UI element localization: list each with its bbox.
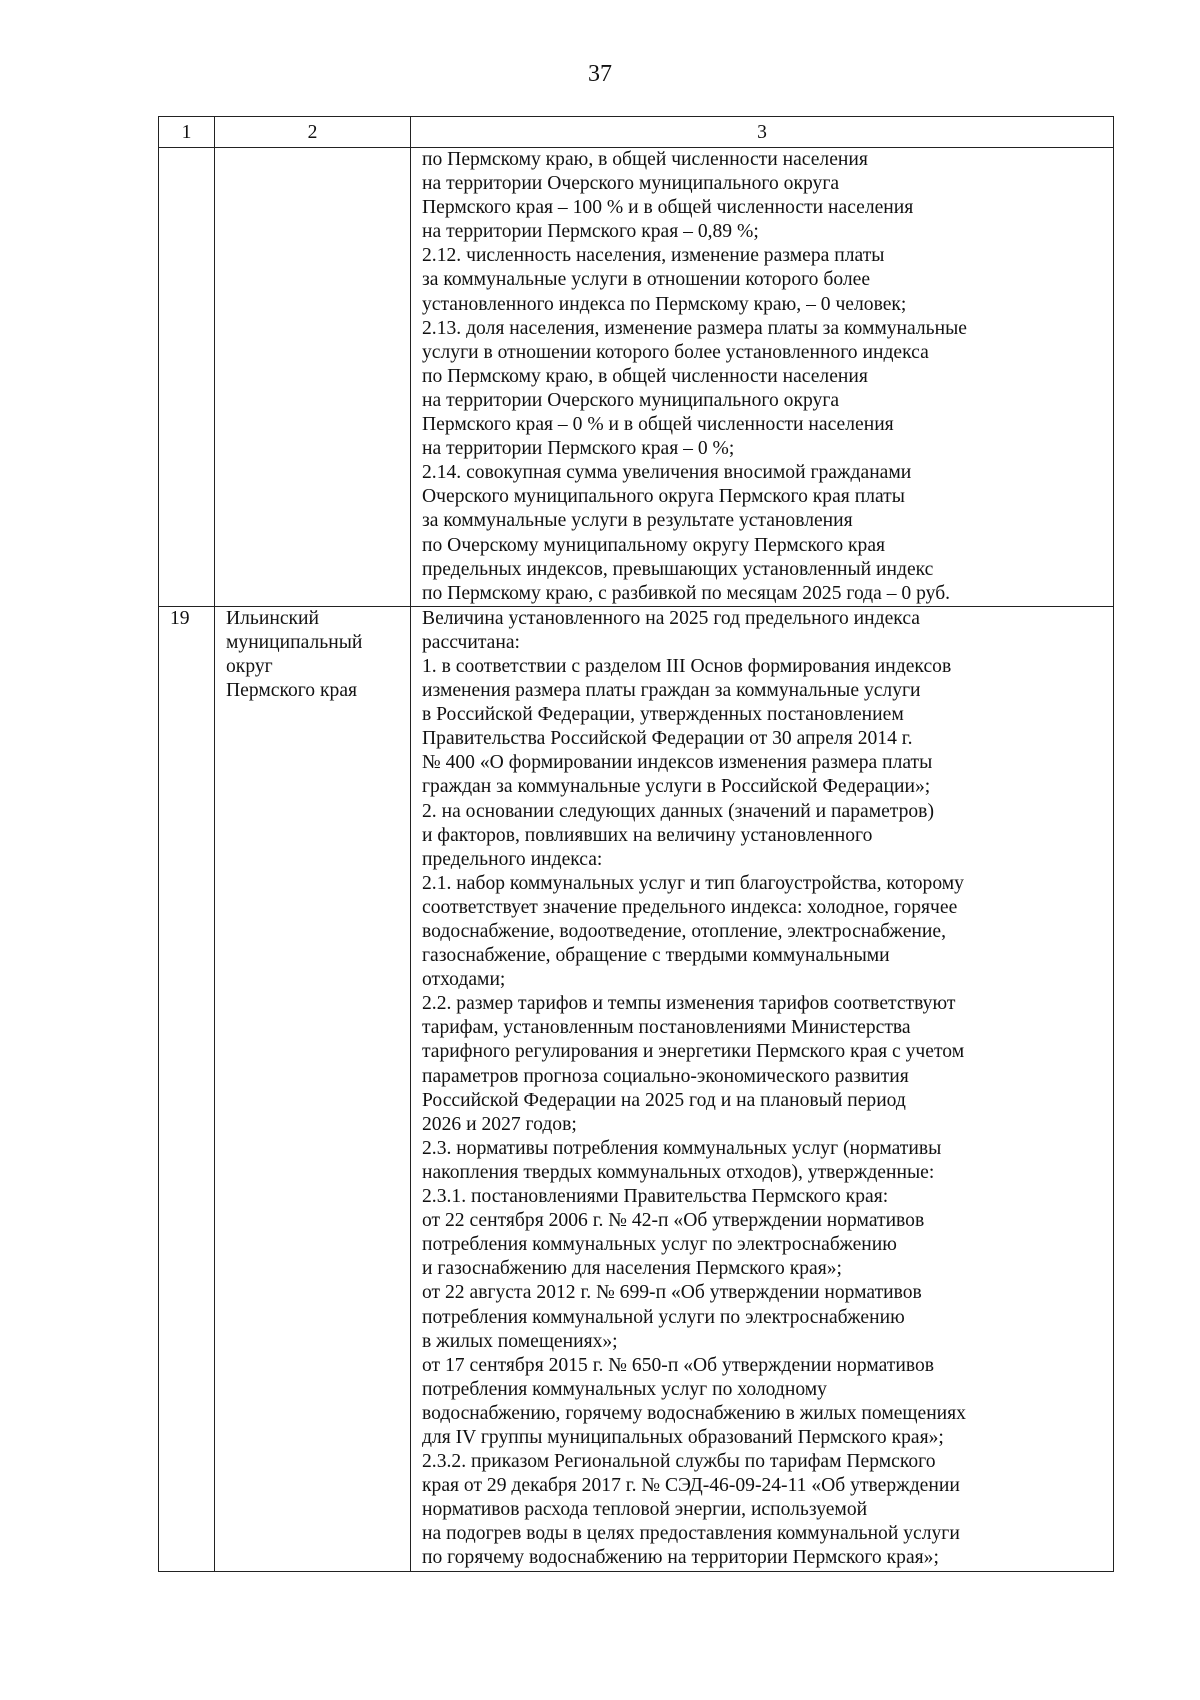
- content-line: 2.2. размер тарифов и темпы изменения тарифов соответствуют: [422, 993, 956, 1015]
- content-line: потребления коммунальной услуги по электроснабжению: [422, 1306, 905, 1328]
- content-line: и факторов, повлиявших на величину установленного: [422, 824, 873, 846]
- content-line: Очерского муниципального округа Пермского края платы: [422, 486, 905, 508]
- content-line: предельного индекса:: [422, 848, 603, 870]
- content-line: параметров прогноза социально-экономического развития: [422, 1065, 909, 1087]
- region-name-line: Ильинский: [226, 607, 320, 629]
- content-line: тарифам, установленным постановлениями Министерства: [422, 1017, 911, 1039]
- content-line: соответствует значение предельного индекса: холодное, горячее: [422, 896, 958, 918]
- table-header-row: [159, 117, 1114, 148]
- content-cell: [411, 606, 1114, 1571]
- content-line: изменения размера платы граждан за коммунальные услуги: [422, 680, 921, 702]
- content-line: услуги в отношении которого более установленного индекса: [422, 341, 929, 363]
- content-line: и газоснабжению для населения Пермского края»;: [422, 1258, 842, 1280]
- table-row: [159, 606, 1114, 1571]
- content-line: газоснабжение, обращение с твердыми коммунальными: [422, 945, 890, 967]
- content-line: 2.3.1. постановлениями Правительства Пермского края:: [422, 1186, 889, 1208]
- content-line: на территории Пермского края – 0,89 %;: [422, 221, 759, 243]
- content-line: 2.12. численность населения, изменение размера платы: [422, 245, 885, 267]
- content-line: края от 29 декабря 2017 г. № СЭД-46-09-24-11 «Об утверждении: [422, 1475, 960, 1497]
- content-line: граждан за коммунальные услуги в Российской Федерации»;: [422, 776, 931, 798]
- content-line: установленного индекса по Пермскому краю, – 0 человек;: [422, 293, 907, 315]
- content-line: 2.3. нормативы потребления коммунальных услуг (нормативы: [422, 1137, 942, 1159]
- table-row: [159, 148, 1114, 607]
- content-line: 2. на основании следующих данных (значений и параметров): [422, 800, 934, 822]
- content-line: для IV группы муниципальных образований Пермского края»;: [422, 1426, 944, 1448]
- content-line: за коммунальные услуги в результате установления: [422, 510, 853, 532]
- content-line: Величина установленного на 2025 год предельного индекса: [422, 607, 920, 629]
- content-line: отходами;: [422, 969, 506, 991]
- content-line: потребления коммунальных услуг по холодному: [422, 1378, 827, 1400]
- row-number: 19: [170, 607, 190, 629]
- content-line: водоснабжение, водоотведение, отопление, электроснабжение,: [422, 921, 946, 942]
- content-line: 2.1. набор коммунальных услуг и тип благоустройства, которому: [422, 872, 964, 894]
- content-line: от 22 августа 2012 г. № 699-п «Об утверждении нормативов: [422, 1282, 922, 1304]
- content-line: Правительства Российской Федерации от 30 апреля 2014 г.: [422, 728, 913, 750]
- content-line: по Очерскому муниципальному округу Пермского края: [422, 534, 886, 556]
- content-line: от 17 сентября 2015 г. № 650-п «Об утверждении нормативов: [422, 1354, 935, 1376]
- content-line: по Пермскому краю, с разбивкой по месяцам 2025 года – 0 руб.: [422, 582, 951, 604]
- content-line: на территории Пермского края – 0 %;: [422, 438, 735, 460]
- content-line: 1. в соответствии с разделом III Основ формирования индексов: [422, 655, 952, 677]
- content-line: предельных индексов, превышающих установленный индекс: [422, 558, 934, 580]
- content-line: нормативов расхода тепловой энергии, используемой: [422, 1499, 868, 1521]
- region-name-line: муниципальный: [226, 631, 363, 653]
- row-number-cell: [159, 606, 215, 1571]
- page-number: 37: [588, 61, 612, 87]
- content-line: за коммунальные услуги в отношении которого более: [422, 269, 871, 291]
- content-line: в Российской Федерации, утвержденных постановлением: [422, 704, 904, 726]
- column-header-2: 2: [215, 117, 411, 148]
- content-line: в жилых помещениях»;: [422, 1330, 618, 1352]
- content-line: 2026 и 2027 годов;: [422, 1113, 577, 1135]
- content-line: рассчитана:: [422, 631, 520, 653]
- content-line: от 22 сентября 2006 г. № 42-п «Об утверждении нормативов: [422, 1210, 925, 1232]
- content-line: № 400 «О формировании индексов изменения размера платы: [422, 752, 933, 774]
- content-line: накопления твердых коммунальных отходов), утвержденные:: [422, 1161, 935, 1183]
- column-header-3: 3: [411, 117, 1114, 148]
- region-cell: [215, 148, 411, 607]
- content-line: Пермского края – 100 % и в общей численности населения: [422, 197, 914, 219]
- row-number-cell: [159, 148, 215, 607]
- content-line: на территории Очерского муниципального округа: [422, 389, 840, 411]
- table-body: [159, 148, 1114, 1572]
- content-line: на территории Очерского муниципального округа: [422, 173, 840, 195]
- content-line: 2.13. доля населения, изменение размера платы за коммунальные: [422, 317, 967, 339]
- content-line: по Пермскому краю, в общей численности населения: [422, 149, 868, 170]
- document-table: [158, 116, 1114, 1572]
- content-line: 2.14. совокупная сумма увеличения вносимой гражданами: [422, 462, 912, 484]
- content-line: 2.3.2. приказом Региональной службы по тарифам Пермского: [422, 1451, 936, 1473]
- content-line: на подогрев воды в целях предоставления коммунальной услуги: [422, 1523, 960, 1545]
- column-header-1: 1: [159, 117, 215, 148]
- content-cell: [411, 148, 1114, 607]
- content-line: по Пермскому краю, в общей численности населения: [422, 365, 868, 387]
- content-line: потребления коммунальных услуг по электроснабжению: [422, 1234, 897, 1256]
- region-name-line: округ: [226, 655, 273, 677]
- content-line: водоснабжению, горячему водоснабжению в жилых помещениях: [422, 1402, 966, 1424]
- region-name-line: Пермского края: [226, 680, 358, 702]
- content-line: Пермского края – 0 % и в общей численности населения: [422, 414, 894, 436]
- content-line: тарифного регулирования и энергетики Пермского края с учетом: [422, 1041, 965, 1063]
- content-line: по горячему водоснабжению на территории Пермского края»;: [422, 1547, 939, 1569]
- region-cell: [215, 606, 411, 1571]
- content-line: Российской Федерации на 2025 год и на плановый период: [422, 1089, 906, 1111]
